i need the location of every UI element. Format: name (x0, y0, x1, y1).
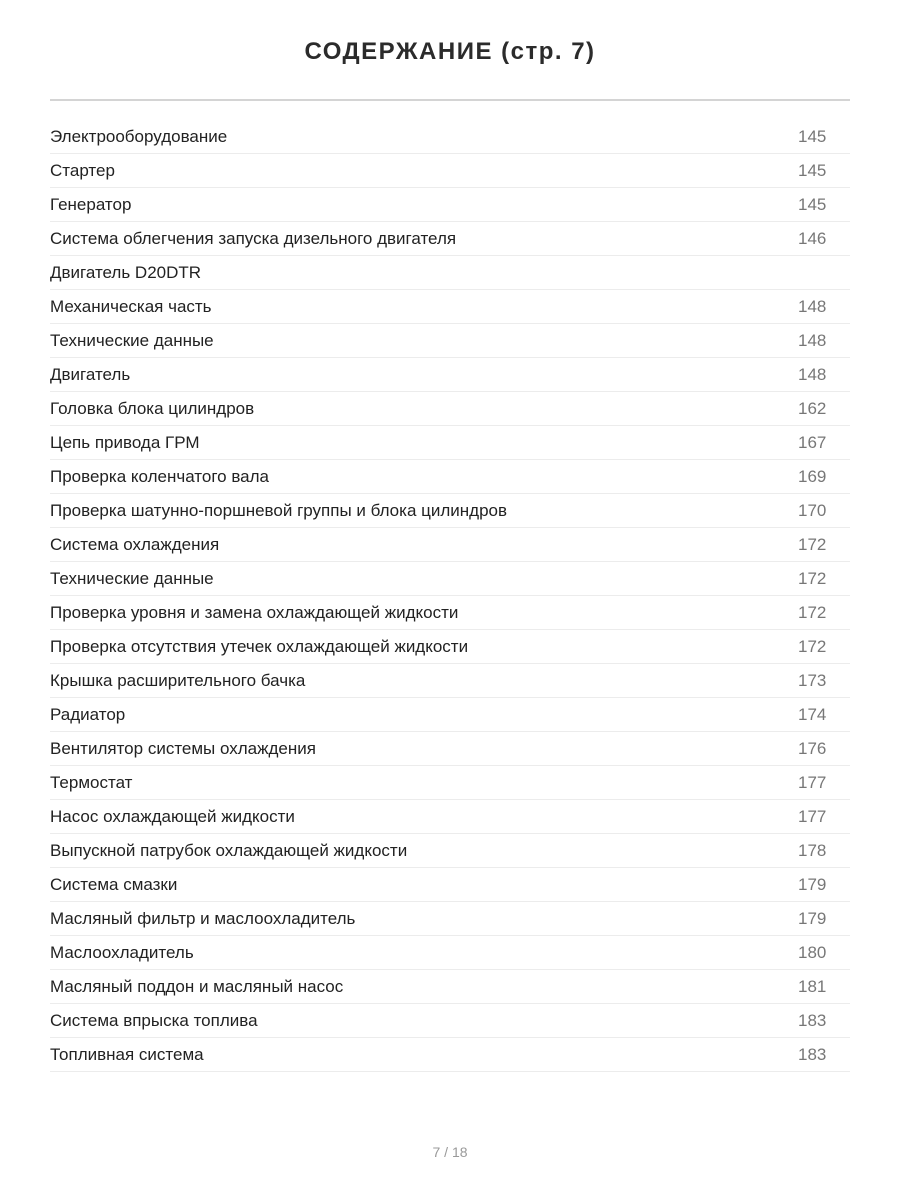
toc-entry-label: Термостат (50, 772, 133, 792)
toc-entry-page-number: 148 (798, 330, 827, 350)
toc-entry-label: Механическая часть (50, 296, 212, 316)
toc-entry-page-number: 177 (798, 772, 827, 792)
toc-entry[interactable] (50, 698, 850, 732)
toc-entry-page-number: 148 (798, 364, 827, 384)
title-divider (50, 99, 850, 101)
toc-entry[interactable] (50, 596, 850, 630)
toc-entry[interactable] (50, 732, 850, 766)
toc-entry[interactable] (50, 154, 850, 188)
toc-entry-label: Проверка отсутствия утечек охлаждающей жидкости (50, 636, 469, 656)
toc-entry[interactable] (50, 800, 850, 834)
toc-entry-page-number: 169 (798, 466, 827, 486)
toc-entry-label: Цепь привода ГРМ (50, 432, 200, 452)
toc-entry[interactable] (50, 630, 850, 664)
toc-entry-label: Стартер (50, 160, 115, 180)
toc-entry-label: Маслоохладитель (50, 942, 194, 962)
toc-entry-page-number: 172 (798, 568, 827, 588)
toc-entry[interactable] (50, 256, 850, 290)
toc-entry-page-number: 145 (798, 160, 827, 180)
toc-entry-label: Вентилятор системы охлаждения (50, 738, 316, 758)
toc-entry-label: Выпускной патрубок охлаждающей жидкости (50, 840, 408, 860)
toc-entry[interactable] (50, 868, 850, 902)
toc-entry[interactable] (50, 528, 850, 562)
toc-entry-page-number: 180 (798, 942, 827, 962)
toc-entry-label: Генератор (50, 194, 132, 214)
toc-entry[interactable] (50, 392, 850, 426)
toc-entry-page-number: 172 (798, 636, 827, 656)
toc-entry-page-number: 179 (798, 874, 827, 894)
toc-entry-label: Масляный фильтр и маслоохладитель (50, 908, 356, 928)
toc-entry-page-number: 183 (798, 1044, 827, 1064)
toc-entry[interactable] (50, 834, 850, 868)
toc-entry-page-number: 162 (798, 398, 827, 418)
toc-entry-label: Проверка коленчатого вала (50, 466, 269, 486)
toc-entry-page-number: 148 (798, 296, 827, 316)
toc-entry-label: Проверка уровня и замена охлаждающей жидкости (50, 602, 459, 622)
toc-entry[interactable] (50, 120, 850, 154)
toc-entry-label: Крышка расширительного бачка (50, 670, 306, 690)
toc-entry-page-number: 181 (798, 976, 827, 996)
toc-entry[interactable] (50, 562, 850, 596)
toc-entry-page-number: 174 (798, 704, 827, 724)
toc-entry[interactable] (50, 902, 850, 936)
toc-entry-page-number: 167 (798, 432, 827, 452)
toc-entry-label: Двигатель (50, 364, 131, 384)
toc-entry[interactable] (50, 766, 850, 800)
toc-entry-label: Головка блока цилиндров (50, 398, 255, 418)
toc-entry-label: Двигатель D20DTR (50, 262, 202, 282)
toc-entry[interactable] (50, 1004, 850, 1038)
toc-entry-label: Радиатор (50, 704, 126, 724)
toc-entry-page-number: 146 (798, 228, 827, 248)
toc-entry[interactable] (50, 664, 850, 698)
toc-entry[interactable] (50, 494, 850, 528)
toc-entry-label: Масляный поддон и масляный насос (50, 976, 344, 996)
toc-entry-label: Технические данные (50, 330, 214, 350)
toc-entry-page-number: 183 (798, 1010, 827, 1030)
toc-entry-page-number: 145 (798, 126, 827, 146)
toc-entry-page-number: 177 (798, 806, 827, 826)
toc-entry-label: Проверка шатунно-поршневой группы и блока цилиндров (50, 500, 508, 520)
toc-entry[interactable] (50, 222, 850, 256)
toc-entry-label: Система впрыска топлива (50, 1010, 258, 1030)
toc-entry[interactable] (50, 358, 850, 392)
toc-entry-label: Система облегчения запуска дизельного двигателя (50, 228, 457, 248)
toc-entry-page-number: 179 (798, 908, 827, 928)
toc-entry-label: Система смазки (50, 874, 178, 894)
toc-entry-page-number: 173 (798, 670, 827, 690)
page-indicator: 7 / 18 (432, 1144, 468, 1160)
toc-entry-page-number: 172 (798, 602, 827, 622)
toc-entry-page-number: 172 (798, 534, 827, 554)
toc-entry[interactable] (50, 970, 850, 1004)
toc-entry[interactable] (50, 1038, 850, 1072)
toc-entry-page-number: 170 (798, 500, 827, 520)
toc-entry-page-number: 145 (798, 194, 827, 214)
page-title: СОДЕРЖАНИЕ (стр. 7) (304, 38, 596, 65)
table-of-contents (50, 120, 850, 1072)
toc-entry-page-number: 176 (798, 738, 827, 758)
toc-entry[interactable] (50, 188, 850, 222)
toc-entry-label: Электрооборудование (50, 126, 228, 146)
toc-entry-label: Система охлаждения (50, 534, 220, 554)
toc-entry[interactable] (50, 426, 850, 460)
toc-entry[interactable] (50, 936, 850, 970)
toc-entry-label: Технические данные (50, 568, 214, 588)
toc-entry[interactable] (50, 290, 850, 324)
toc-entry-label: Насос охлаждающей жидкости (50, 806, 295, 826)
toc-entry-page-number: 178 (798, 840, 827, 860)
toc-entry-label: Топливная система (50, 1044, 204, 1064)
toc-entry[interactable] (50, 460, 850, 494)
toc-entry[interactable] (50, 324, 850, 358)
